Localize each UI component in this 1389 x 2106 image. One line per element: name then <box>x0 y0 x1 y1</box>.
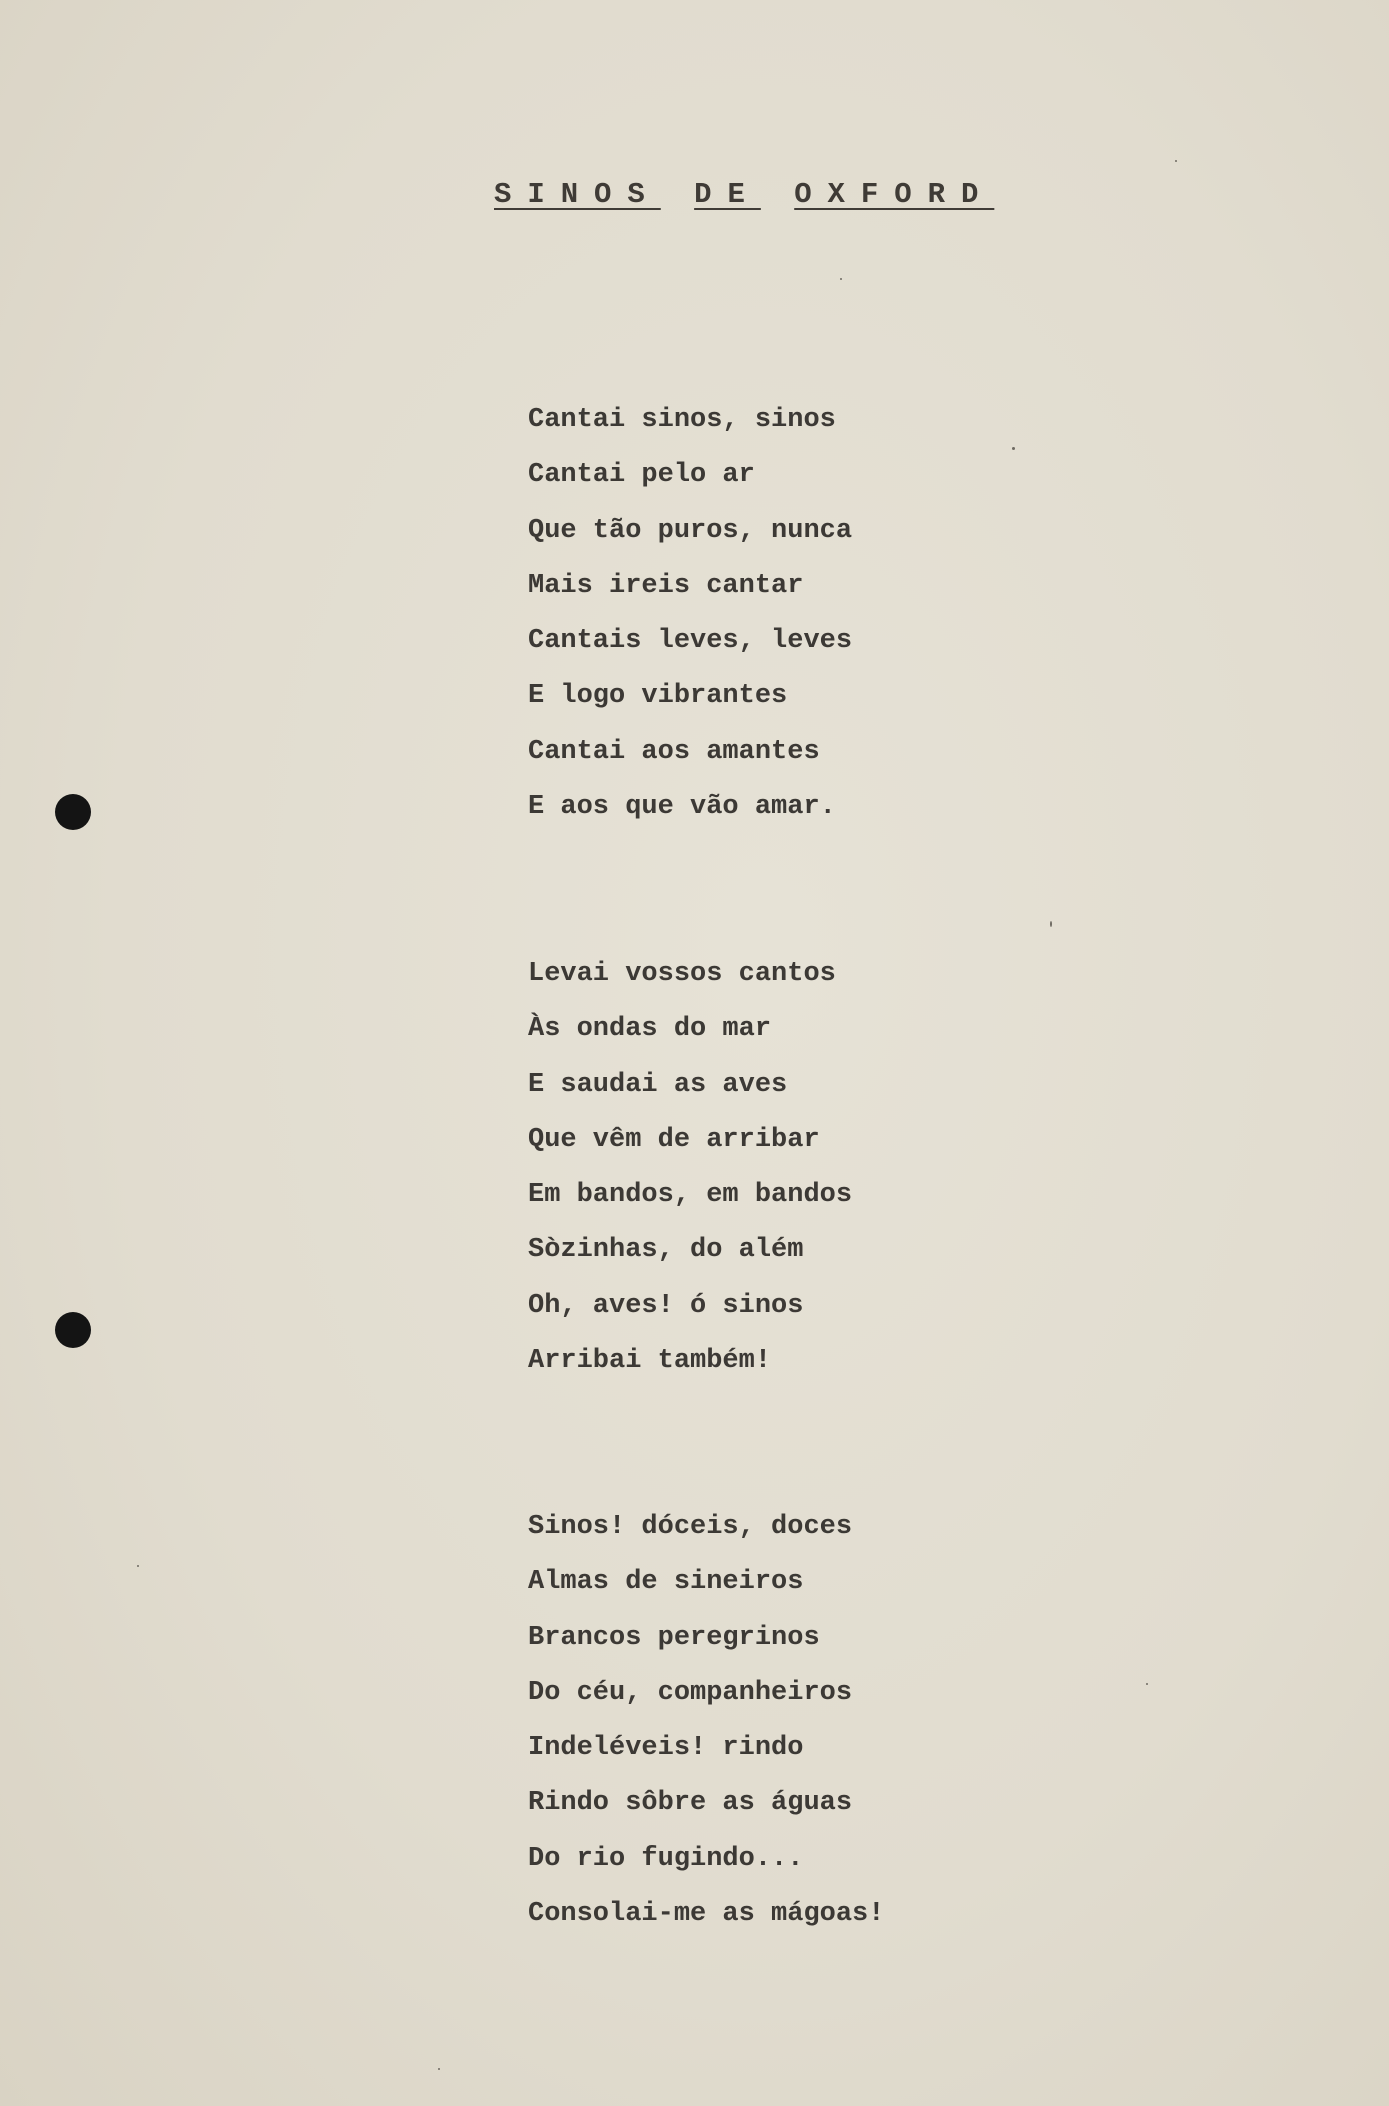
punch-hole <box>55 1312 91 1348</box>
stanza-3 <box>528 1500 884 1942</box>
poem-title <box>494 178 994 211</box>
stanza-1 <box>528 393 852 835</box>
poem-line: Almas de sineiros <box>528 1567 804 1598</box>
paper-speck <box>1146 1683 1148 1685</box>
poem-line: Levai vossos cantos <box>528 959 836 989</box>
punch-hole <box>55 794 91 830</box>
paper-speck <box>1050 921 1052 927</box>
poem-line: Em bandos, em bandos <box>528 1180 853 1211</box>
poem-line: Indeléveis! rindo <box>528 1733 804 1764</box>
poem-line: E logo vibrantes <box>528 681 788 712</box>
poem-line: Oh, aves! ó sinos <box>528 1290 804 1321</box>
poem-line: Arribai também! <box>528 1346 772 1377</box>
paper-speck <box>1012 447 1015 450</box>
poem-line: Rindo sôbre as águas <box>528 1788 853 1819</box>
poem-line: Brancos peregrinos <box>528 1622 820 1653</box>
poem-line: E saudai as aves <box>528 1069 788 1100</box>
poem-line: Cantai aos amantes <box>528 736 820 767</box>
poem-line: Do céu, companheiros <box>528 1677 853 1708</box>
poem-line: Cantai pelo ar <box>528 460 755 491</box>
paper-speck <box>1175 160 1177 162</box>
paper-speck <box>137 1565 139 1567</box>
poem-line: Consolai-me as mágoas! <box>528 1899 885 1930</box>
poem-line: Do rio fugindo... <box>528 1843 804 1874</box>
paper-speck <box>438 2068 440 2070</box>
title-word: DE <box>694 178 761 211</box>
poem-line: E aos que vão amar. <box>528 792 836 823</box>
poem-line: Sòzinhas, do além <box>528 1235 804 1266</box>
poem-line: Que tão puros, nunca <box>528 515 853 546</box>
poem-line: Mais ireis cantar <box>528 570 804 601</box>
stanza-2 <box>528 947 852 1389</box>
title-word: SINOS <box>494 178 661 211</box>
poem-line: Às ondas do mar <box>528 1014 772 1045</box>
paper-speck <box>840 278 842 280</box>
poem-line: Cantai sinos, sinos <box>528 405 836 435</box>
poem-line: Sinos! dóceis, doces <box>528 1512 853 1542</box>
poem-line: Cantais leves, leves <box>528 626 853 657</box>
title-word: OXFORD <box>794 178 995 211</box>
poem-line: Que vêm de arribar <box>528 1124 820 1155</box>
